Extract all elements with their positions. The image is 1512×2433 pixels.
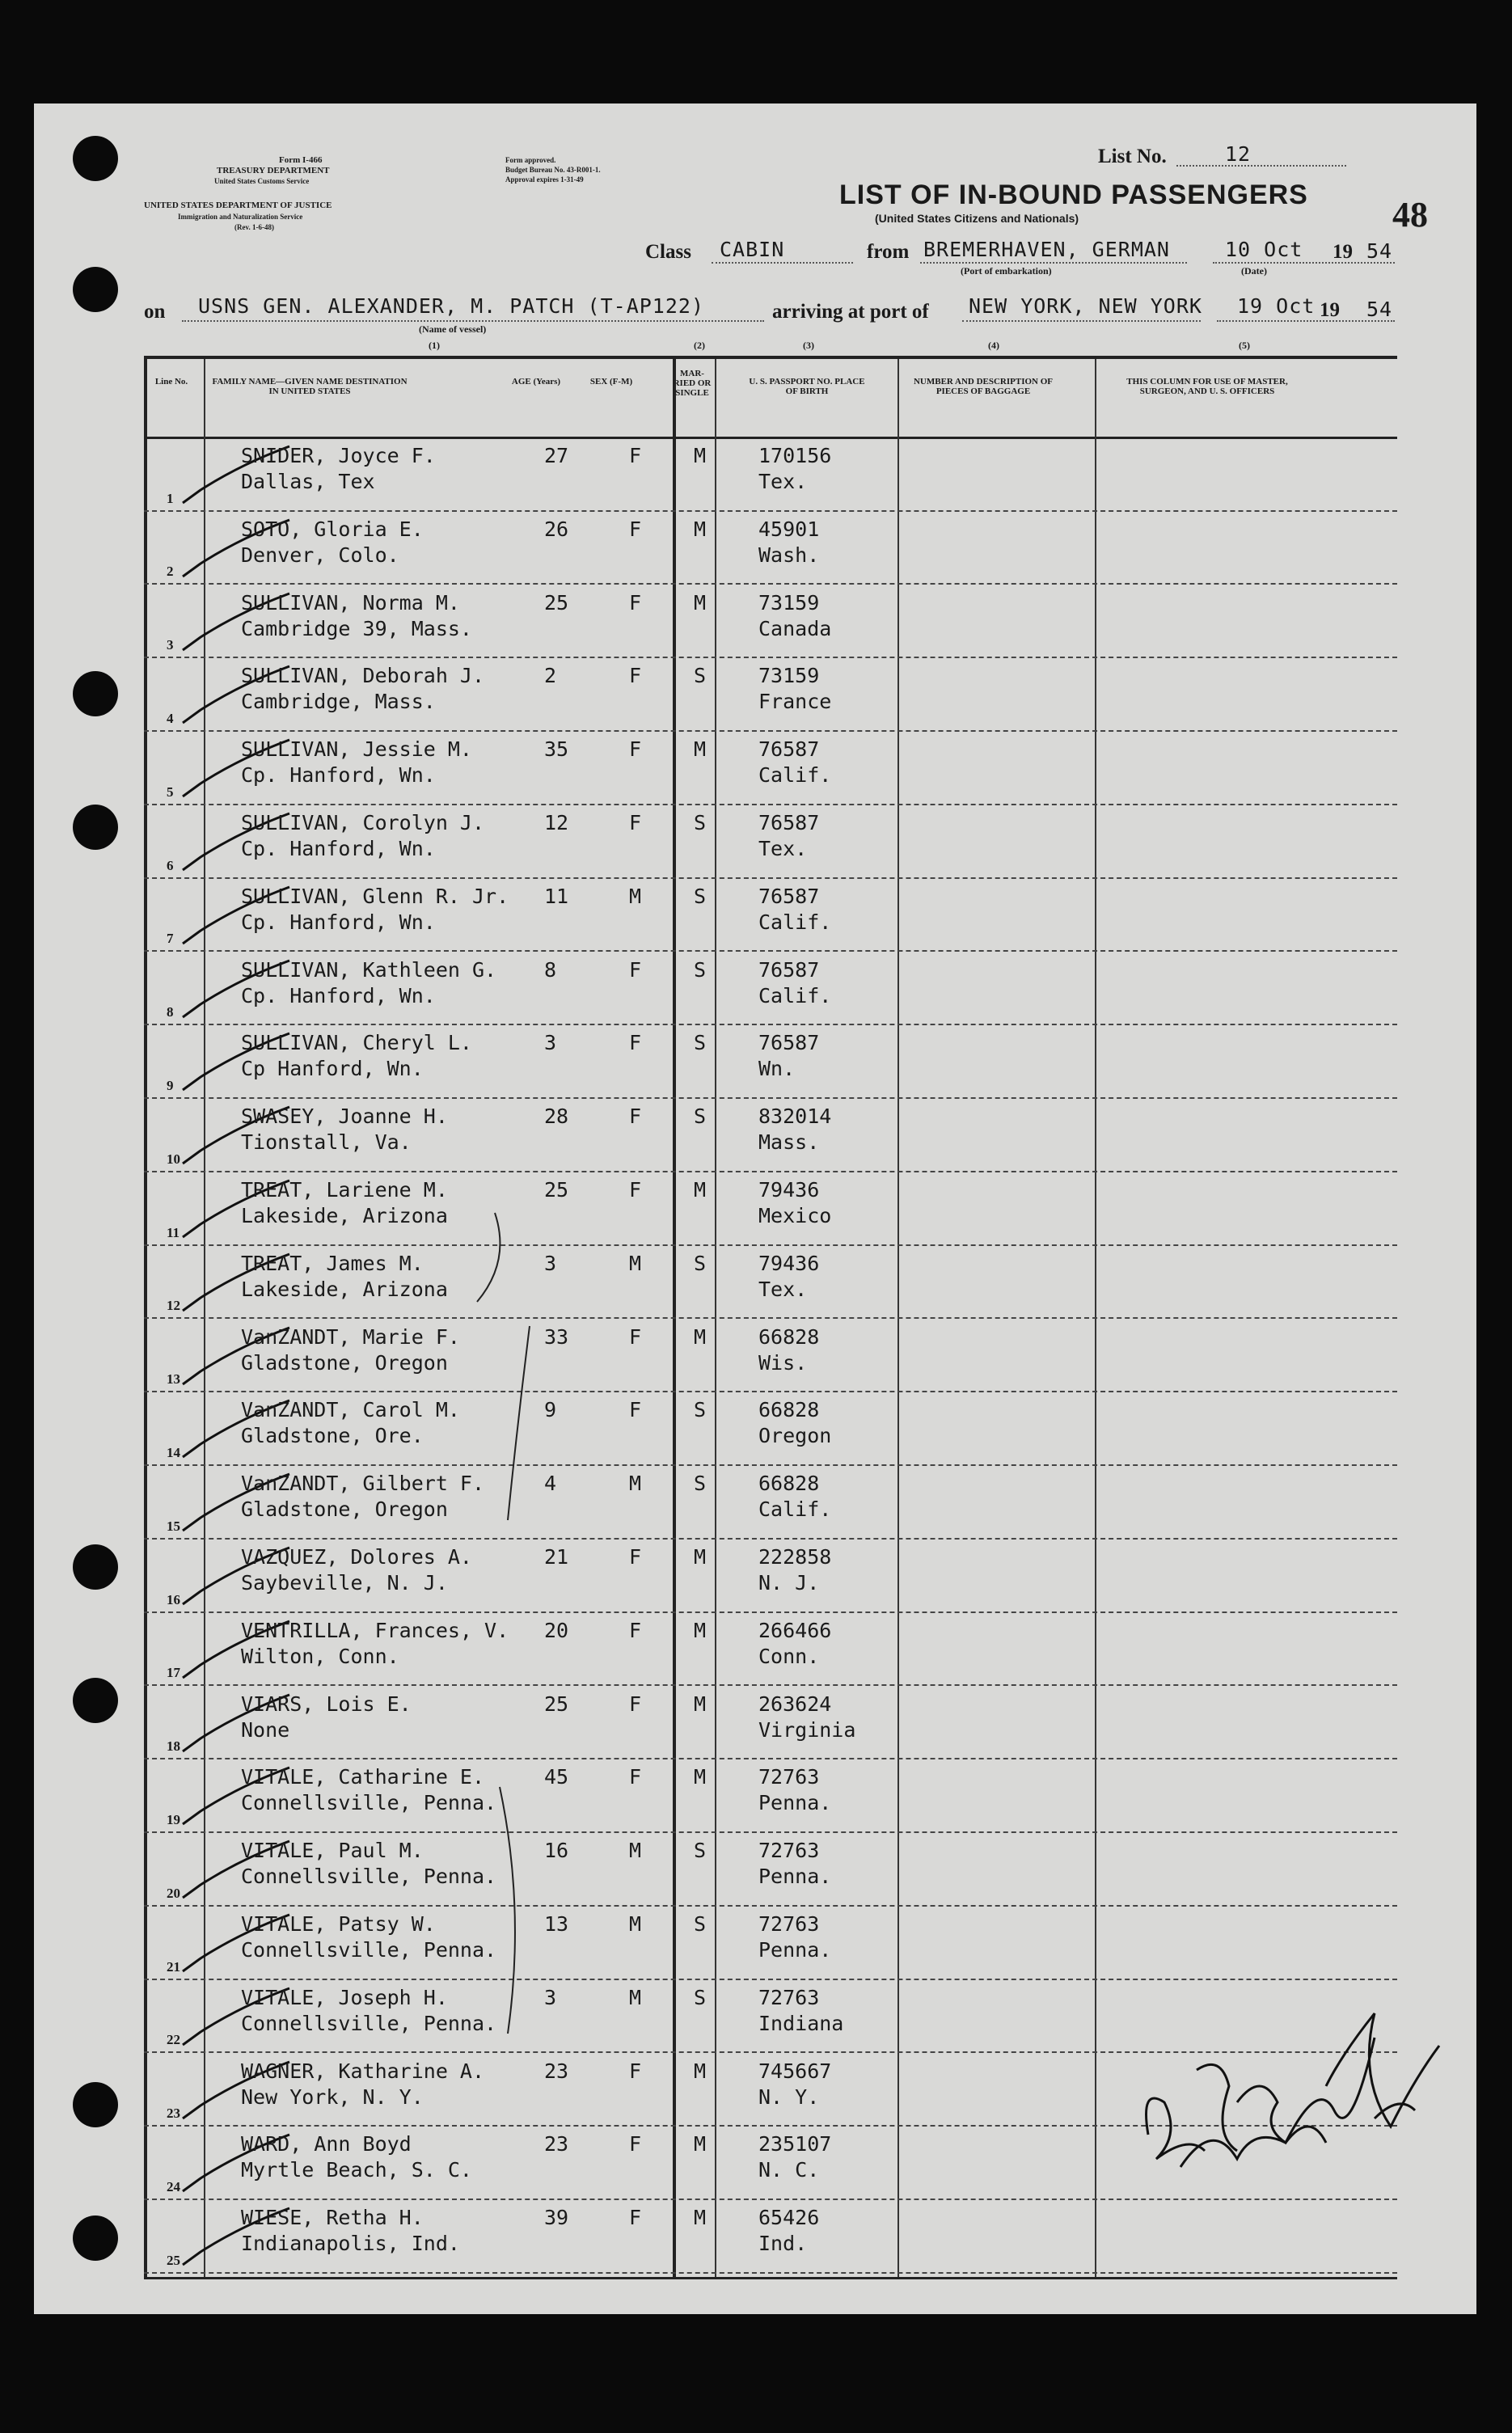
arrival-year-prefix: 19 xyxy=(1320,299,1340,321)
marital-value: M xyxy=(694,1178,707,1202)
line-number: 2 xyxy=(167,564,174,580)
marital-value: M xyxy=(694,1324,707,1349)
marital-value: S xyxy=(694,1912,707,1936)
marital-value: M xyxy=(694,517,707,541)
passenger-name: SULLIVAN, Glenn R. Jr. xyxy=(241,884,509,908)
age-value: 45 xyxy=(544,1765,569,1789)
header-officials: THIS COLUMN FOR USE OF MASTER, SURGEON, AND U. S. OFFICERS xyxy=(1126,377,1288,396)
age-value: 25 xyxy=(544,590,569,615)
vessel-caption: (Name of vessel) xyxy=(419,323,487,335)
marital-value: M xyxy=(694,2206,707,2230)
passport-number: 72763 xyxy=(758,1765,820,1789)
passport-number: 263624 xyxy=(758,1692,832,1716)
marital-value: S xyxy=(694,1472,707,1496)
line-number: 13 xyxy=(167,1371,180,1388)
passport-number: 72763 xyxy=(758,1985,820,2009)
birth-place: Calif. xyxy=(758,910,832,934)
birth-place: Ind. xyxy=(758,2232,808,2256)
col-num-1: (1) xyxy=(429,340,440,351)
marital-value: S xyxy=(694,811,707,834)
birth-place: Tex. xyxy=(758,837,808,860)
age-value: 39 xyxy=(544,2206,569,2230)
passenger-destination: Cp. Hanford, Wn. xyxy=(241,763,436,788)
passenger-name: SULLIVAN, Corolyn J. xyxy=(241,811,485,834)
passenger-destination: Cp. Hanford, Wn. xyxy=(241,983,436,1007)
birth-place: Wn. xyxy=(758,1057,796,1081)
sex-value: F xyxy=(629,1105,642,1129)
sex-value: F xyxy=(629,2206,642,2230)
age-value: 4 xyxy=(544,1472,557,1496)
header-name: FAMILY NAME—GIVEN NAME DESTINATION IN UNITED STATES xyxy=(212,377,408,396)
age-value: 23 xyxy=(544,2059,569,2083)
passport-number: 45901 xyxy=(758,517,820,541)
sex-value: M xyxy=(629,1912,642,1936)
line-number: 24 xyxy=(167,2178,180,2194)
line-number: 1 xyxy=(167,490,174,506)
age-value: 25 xyxy=(544,1178,569,1202)
passport-number: 76587 xyxy=(758,737,820,762)
birth-place: Penna. xyxy=(758,1938,832,1962)
birth-place: Conn. xyxy=(758,1644,820,1668)
sex-value: M xyxy=(629,884,642,908)
passenger-destination: Gladstone, Oregon xyxy=(241,1497,448,1522)
passport-number: 65426 xyxy=(758,2206,820,2230)
passenger-destination: Connellsville, Penna. xyxy=(241,1791,497,1815)
birth-place: Mass. xyxy=(758,1130,820,1155)
passenger-destination: Gladstone, Oregon xyxy=(241,1350,448,1375)
header-age: AGE (Years) xyxy=(511,377,561,386)
line-number: 8 xyxy=(167,1004,174,1020)
line-number: 4 xyxy=(167,710,174,726)
birth-place: Penna. xyxy=(758,1791,832,1815)
passenger-name: WIESE, Retha H. xyxy=(241,2206,424,2230)
marital-value: M xyxy=(694,590,707,615)
passenger-destination: Cambridge, Mass. xyxy=(241,690,436,714)
line-number: 6 xyxy=(167,857,174,873)
age-value: 27 xyxy=(544,444,569,467)
marital-value: M xyxy=(694,1765,707,1789)
class-value: CABIN xyxy=(720,238,785,261)
marital-value: M xyxy=(694,2059,707,2083)
birth-place: Canada xyxy=(758,616,832,640)
list-no-label: List No. xyxy=(1098,146,1167,167)
age-value: 21 xyxy=(544,1545,569,1569)
line-number: 11 xyxy=(167,1224,180,1240)
arriving-label: arriving at port of xyxy=(772,301,929,323)
passenger-name: SWASEY, Joanne H. xyxy=(241,1105,448,1129)
sex-value: F xyxy=(629,957,642,982)
line-number: 9 xyxy=(167,1077,174,1093)
line-number: 18 xyxy=(167,1738,180,1755)
sex-value: F xyxy=(629,2132,642,2156)
depart-date: 10 Oct xyxy=(1225,238,1303,261)
sex-value: F xyxy=(629,517,642,541)
official-signature xyxy=(1147,2013,1440,2167)
age-value: 3 xyxy=(544,1031,557,1055)
budget-bureau: Budget Bureau No. 43-R001-1. xyxy=(505,166,601,174)
passenger-name: VITALE, Patsy W. xyxy=(241,1912,436,1936)
age-value: 28 xyxy=(544,1105,569,1129)
sex-value: F xyxy=(629,444,642,467)
passenger-name: VITALE, Catharine E. xyxy=(241,1765,485,1789)
marital-value: M xyxy=(694,1545,707,1569)
sex-value: F xyxy=(629,1398,642,1422)
passenger-destination: None xyxy=(241,1717,290,1742)
passenger-name: VITALE, Paul M. xyxy=(241,1839,424,1863)
birth-place: Wash. xyxy=(758,543,820,567)
passport-number: 79436 xyxy=(758,1178,820,1202)
birth-place: France xyxy=(758,690,832,714)
justice-dept: UNITED STATES DEPARTMENT OF JUSTICE xyxy=(144,201,332,210)
passenger-name: SULLIVAN, Norma M. xyxy=(241,590,460,615)
col-num-5: (5) xyxy=(1239,340,1250,351)
passenger-name: VITALE, Joseph H. xyxy=(241,1985,448,2009)
passport-number: 76587 xyxy=(758,884,820,908)
budget-expires: Approval expires 1-31-49 xyxy=(505,175,584,184)
marital-value: S xyxy=(694,1105,707,1129)
sex-value: F xyxy=(629,590,642,615)
marital-value: S xyxy=(694,1251,707,1275)
passport-number: 76587 xyxy=(758,957,820,982)
passenger-destination: Dallas, Tex xyxy=(241,470,375,493)
line-number: 21 xyxy=(167,1958,180,1975)
document-subtitle: (United States Citizens and Nationals) xyxy=(875,212,1079,225)
passport-number: 66828 xyxy=(758,1324,820,1349)
passenger-name: VanZANDT, Gilbert F. xyxy=(241,1472,485,1496)
passport-number: 72763 xyxy=(758,1912,820,1936)
marital-value: M xyxy=(694,444,707,467)
passenger-destination: Connellsville, Penna. xyxy=(241,2011,497,2035)
age-value: 16 xyxy=(544,1839,569,1863)
line-number: 22 xyxy=(167,2032,180,2048)
birth-place: Calif. xyxy=(758,983,832,1007)
age-value: 3 xyxy=(544,1985,557,2009)
passport-number: 170156 xyxy=(758,444,832,467)
passenger-destination: Lakeside, Arizona xyxy=(241,1204,448,1227)
sex-value: F xyxy=(629,811,642,834)
birth-place: Indiana xyxy=(758,2011,844,2035)
revision: (Rev. 1-6-48) xyxy=(234,223,274,231)
passenger-name: SNIDER, Joyce F. xyxy=(241,444,436,467)
header-baggage: NUMBER AND DESCRIPTION OF PIECES OF BAGGAGE xyxy=(913,377,1054,396)
passport-number: 79436 xyxy=(758,1251,820,1275)
sex-value: F xyxy=(629,737,642,762)
document-title: LIST OF IN-BOUND PASSENGERS xyxy=(839,180,1308,210)
age-value: 25 xyxy=(544,1692,569,1716)
passport-number: 76587 xyxy=(758,811,820,834)
on-label: on xyxy=(144,301,166,323)
line-number: 20 xyxy=(167,1885,180,1901)
age-value: 23 xyxy=(544,2132,569,2156)
age-value: 11 xyxy=(544,884,569,908)
age-value: 33 xyxy=(544,1324,569,1349)
birth-place: Wis. xyxy=(758,1350,808,1375)
sex-value: F xyxy=(629,1545,642,1569)
marital-value: S xyxy=(694,1985,707,2009)
sex-value: F xyxy=(629,664,642,688)
sex-value: M xyxy=(629,1839,642,1863)
page-number: 48 xyxy=(1392,195,1428,234)
age-value: 9 xyxy=(544,1398,557,1422)
passport-number: 266466 xyxy=(758,1618,832,1642)
marital-value: M xyxy=(694,1618,707,1642)
header-sex: SEX (F-M) xyxy=(589,377,633,386)
vessel-name: USNS GEN. ALEXANDER, M. PATCH (T-AP122) xyxy=(198,294,704,318)
port-embark-caption: (Port of embarkation) xyxy=(961,265,1052,277)
passenger-destination: New York, N. Y. xyxy=(241,2085,424,2109)
customs-service: United States Customs Service xyxy=(214,177,310,185)
passenger-destination: Connellsville, Penna. xyxy=(241,1865,497,1889)
passport-number: 66828 xyxy=(758,1472,820,1496)
age-value: 35 xyxy=(544,737,569,762)
birth-place: Tex. xyxy=(758,470,808,493)
passport-number: 72763 xyxy=(758,1839,820,1863)
age-value: 8 xyxy=(544,957,557,982)
marital-value: S xyxy=(694,664,707,688)
passenger-destination: Cp. Hanford, Wn. xyxy=(241,910,436,934)
line-number: 16 xyxy=(167,1591,180,1607)
depart-year-prefix: 19 xyxy=(1333,241,1353,263)
sex-value: F xyxy=(629,2059,642,2083)
ins-service: Immigration and Naturalization Service xyxy=(178,213,303,221)
passenger-destination: Indianapolis, Ind. xyxy=(241,2232,460,2256)
passenger-name: VENTRILLA, Frances, V. xyxy=(241,1618,509,1642)
arrival-year-suffix: 54 xyxy=(1366,298,1393,321)
age-value: 13 xyxy=(544,1912,569,1936)
col-num-4: (4) xyxy=(988,340,999,351)
passenger-destination: Wilton, Conn. xyxy=(241,1644,399,1668)
passenger-name: TREAT, James M. xyxy=(241,1251,424,1275)
passport-number: 235107 xyxy=(758,2132,832,2156)
age-value: 20 xyxy=(544,1618,569,1642)
sex-value: M xyxy=(629,1251,642,1275)
passenger-name: SULLIVAN, Jessie M. xyxy=(241,737,472,762)
sex-value: M xyxy=(629,1985,642,2009)
marital-value: M xyxy=(694,1692,707,1716)
passenger-destination: Gladstone, Ore. xyxy=(241,1424,424,1448)
line-number: 25 xyxy=(167,2252,180,2268)
sex-value: M xyxy=(629,1472,642,1496)
marital-value: S xyxy=(694,957,707,982)
line-number: 10 xyxy=(167,1151,180,1167)
passenger-name: WARD, Ann Boyd xyxy=(241,2132,412,2156)
passenger-name: VIARS, Lois E. xyxy=(241,1692,412,1716)
birth-place: Mexico xyxy=(758,1204,832,1227)
depart-year-suffix: 54 xyxy=(1366,239,1393,263)
passenger-name: TREAT, Lariene M. xyxy=(241,1178,448,1202)
passenger-name: SULLIVAN, Kathleen G. xyxy=(241,957,497,982)
arrival-date: 19 Oct xyxy=(1237,294,1316,318)
header-passport: U. S. PASSPORT NO. PLACE OF BIRTH xyxy=(749,377,865,396)
sex-value: F xyxy=(629,1692,642,1716)
col-num-2: (2) xyxy=(694,340,705,351)
line-number: 3 xyxy=(167,637,174,653)
passenger-name: VanZANDT, Marie F. xyxy=(241,1324,460,1349)
passport-number: 832014 xyxy=(758,1105,832,1129)
marital-value: S xyxy=(694,884,707,908)
treasury-dept: TREASURY DEPARTMENT xyxy=(217,166,330,175)
from-value: BREMERHAVEN, GERMAN xyxy=(923,238,1170,261)
passport-number: 745667 xyxy=(758,2059,832,2083)
arrival-port: NEW YORK, NEW YORK xyxy=(969,294,1202,318)
sex-value: F xyxy=(629,1324,642,1349)
birth-place: N. C. xyxy=(758,2158,820,2182)
marital-value: M xyxy=(694,2132,707,2156)
line-number: 23 xyxy=(167,2106,180,2122)
line-number: 17 xyxy=(167,1665,180,1681)
birth-place: Virginia xyxy=(758,1717,856,1742)
birth-place: N. Y. xyxy=(758,2085,820,2109)
passenger-destination: Connellsville, Penna. xyxy=(241,1938,497,1962)
age-value: 3 xyxy=(544,1251,557,1275)
passenger-destination: Cambridge 39, Mass. xyxy=(241,616,472,640)
passenger-name: VAZQUEZ, Dolores A. xyxy=(241,1545,472,1569)
passenger-name: SULLIVAN, Cheryl L. xyxy=(241,1031,472,1055)
header-line: Line No. xyxy=(154,377,188,386)
line-number: 15 xyxy=(167,1518,180,1534)
birth-place: Penna. xyxy=(758,1865,832,1889)
passenger-name: WAGNER, Katharine A. xyxy=(241,2059,485,2083)
marital-value: S xyxy=(694,1031,707,1055)
line-number: 12 xyxy=(167,1298,180,1314)
passport-number: 76587 xyxy=(758,1031,820,1055)
birth-place: Calif. xyxy=(758,763,832,788)
sex-value: F xyxy=(629,1618,642,1642)
class-label: Class xyxy=(645,241,691,263)
passport-number: 222858 xyxy=(758,1545,832,1569)
list-no-value: 12 xyxy=(1225,142,1252,166)
passenger-destination: Myrtle Beach, S. C. xyxy=(241,2158,472,2182)
header-married: MAR-RIED OR SINGLE xyxy=(673,369,712,398)
age-value: 12 xyxy=(544,811,569,834)
age-value: 26 xyxy=(544,517,569,541)
form-number: Form I-466 xyxy=(279,155,323,165)
date-caption: (Date) xyxy=(1241,265,1267,277)
passenger-destination: Saybeville, N. J. xyxy=(241,1571,448,1595)
passenger-name: VanZANDT, Carol M. xyxy=(241,1398,460,1422)
passenger-destination: Tionstall, Va. xyxy=(241,1130,412,1155)
line-number: 14 xyxy=(167,1444,180,1460)
passenger-destination: Lakeside, Arizona xyxy=(241,1277,448,1301)
passport-number: 73159 xyxy=(758,664,820,688)
passenger-destination: Cp. Hanford, Wn. xyxy=(241,837,436,860)
passenger-name: SULLIVAN, Deborah J. xyxy=(241,664,485,688)
marital-value: M xyxy=(694,737,707,762)
birth-place: Tex. xyxy=(758,1277,808,1301)
passport-number: 66828 xyxy=(758,1398,820,1422)
birth-place: N. J. xyxy=(758,1571,820,1595)
birth-place: Oregon xyxy=(758,1424,832,1448)
line-number: 5 xyxy=(167,784,174,800)
passenger-destination: Cp Hanford, Wn. xyxy=(241,1057,424,1081)
marital-value: S xyxy=(694,1839,707,1863)
birth-place: Calif. xyxy=(758,1497,832,1522)
passenger-destination: Denver, Colo. xyxy=(241,543,399,567)
sex-value: F xyxy=(629,1178,642,1202)
line-number: 7 xyxy=(167,931,174,947)
sex-value: F xyxy=(629,1765,642,1789)
sex-value: F xyxy=(629,1031,642,1055)
budget-approved: Form approved. xyxy=(505,156,556,164)
passenger-name: SOTO, Gloria E. xyxy=(241,517,424,541)
age-value: 2 xyxy=(544,664,557,688)
col-num-3: (3) xyxy=(803,340,814,351)
marital-value: S xyxy=(694,1398,707,1422)
line-number: 19 xyxy=(167,1811,180,1827)
from-label: from xyxy=(867,241,910,263)
passport-number: 73159 xyxy=(758,590,820,615)
